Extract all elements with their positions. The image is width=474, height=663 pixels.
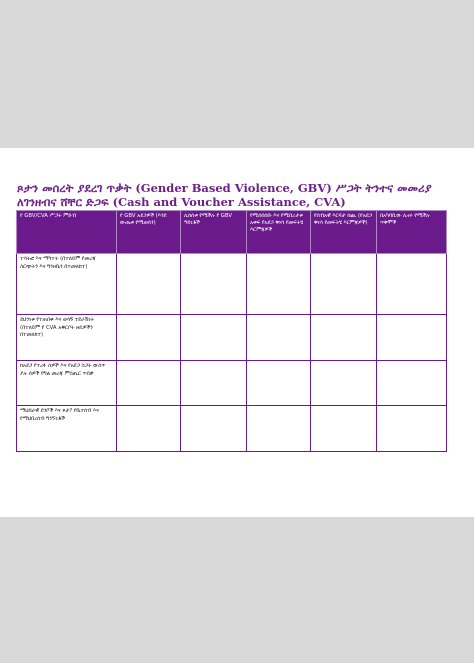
table-cell: ከአደጋ የተረፉ ሰዎች እና የአደጋ ስጋት ውስጥ ያሉ ሰዎች የግል መረጃ ምስጢር ጥበቃ — [17, 361, 117, 406]
header-local-benefits: በአካባቢው ሊኖሩ የሚችሉ ጥቅሞች — [377, 211, 447, 254]
table-cell: ማህበራዊ ደንቦች እና ጾታ? የቤተሰብ እና የማህበረሰብ ግንኙነቶች — [17, 406, 117, 452]
table-cell — [311, 361, 377, 406]
table-cell — [377, 406, 447, 452]
table-cell: ደህንነቱ የተጠበቀ እና ወሳኝ ተደራሽነት (በተለይም የ CVA አቅርቦት ዘዴዎችን በተመለከተ) — [17, 315, 117, 361]
table-cell — [117, 315, 181, 361]
header-gbv-risks: የ GBV አደጋዎች (እንደ ውጤቱ የሚወሰን) — [117, 211, 181, 254]
table-cell — [311, 315, 377, 361]
table-header-row — [17, 211, 447, 254]
table-row — [17, 315, 447, 361]
header-mitigation-measures: የሚሰበሰቡ እና የሚበረታቱ አቀፍ የአደጋ ቅነሳ የመፍትሄ እርምጃዎች — [247, 211, 311, 254]
table-cell — [377, 361, 447, 406]
table-cell — [181, 254, 247, 315]
table-cell: ተሳትፎ እና ማካተት (በተለይም የመረጃ ስርጭትን እና ግንዛቤን በተመለከተ) — [17, 254, 117, 315]
table-cell — [311, 254, 377, 315]
header-humanitarian-actor: የሰብአዊ እርዳታ ሰጪ (የአደጋ ቅነሳ የመፍትሄ እርምጃዎች) — [311, 211, 377, 254]
table-cell — [247, 315, 311, 361]
table-row — [17, 254, 447, 315]
header-risk-category: የ GBV/CVA ሥጋት ምድብ — [17, 211, 117, 254]
table-cell — [247, 406, 311, 452]
table-cell — [117, 361, 181, 406]
risk-analysis-table — [16, 210, 447, 452]
table-cell — [181, 361, 247, 406]
table-row — [17, 406, 447, 452]
document-page — [0, 148, 474, 517]
table-cell — [247, 361, 311, 406]
table-cell — [311, 406, 377, 452]
table-cell — [181, 406, 247, 452]
table-cell — [247, 254, 311, 315]
table-cell — [117, 254, 181, 315]
table-cell — [377, 315, 447, 361]
document-title: ጾታን መሰረት ያደረገ ጥቃት (Gender Based Violence, GBV) ሥጋት ትንተና መመሪያ ለገንዘብና ሸቸር ድጋፍ (Cash and Voucher Assistance, CVA) — [17, 181, 432, 209]
table-cell — [377, 254, 447, 315]
table-row — [17, 361, 447, 406]
header-gbv-types: ሊከሰቱ የሚችሉ የ GBV ዓይነቶች — [181, 211, 247, 254]
table-cell — [181, 315, 247, 361]
table-cell — [117, 406, 181, 452]
